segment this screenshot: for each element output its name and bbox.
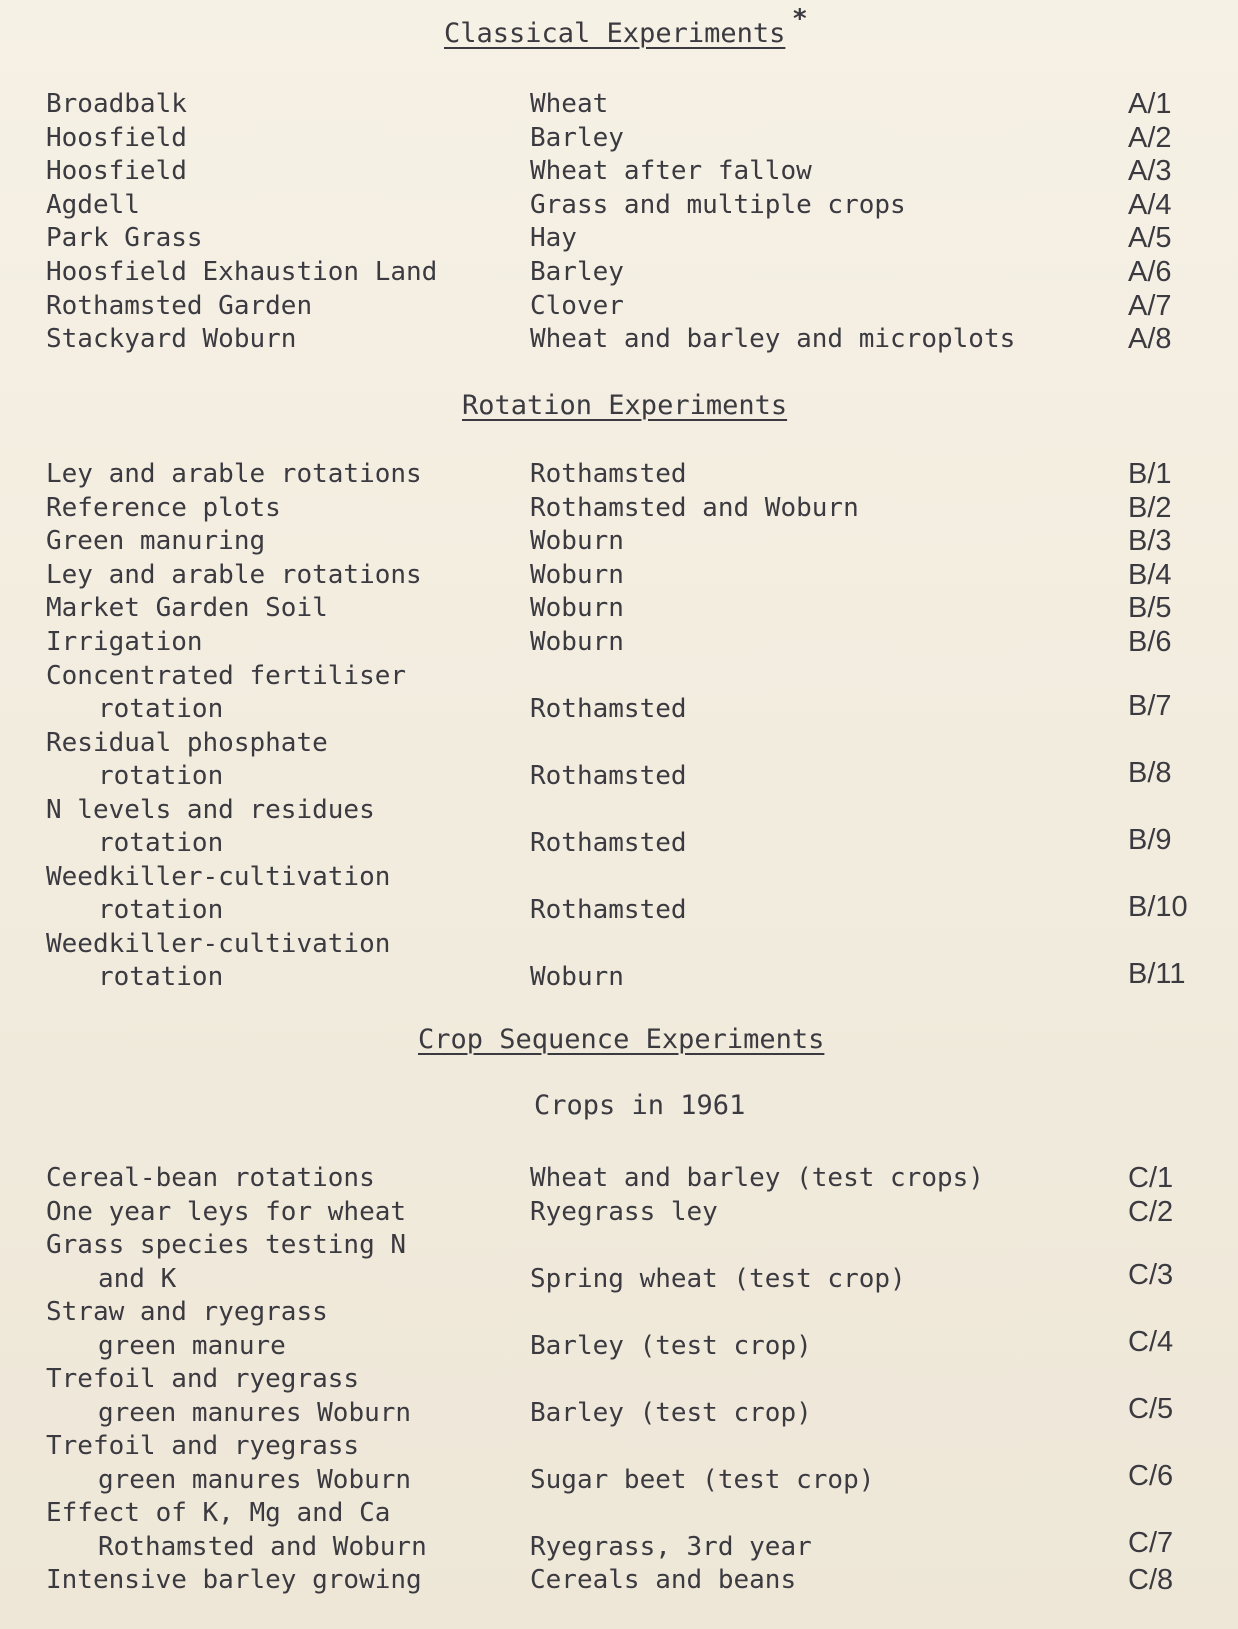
experiment-name-line2: green manures Woburn: [98, 1397, 412, 1428]
experiment-description: Rothamsted: [530, 828, 687, 859]
experiment-name-line1: Agdell: [46, 189, 140, 220]
experiment-code: C/6: [1128, 1460, 1174, 1493]
table-row: [0, 155, 1238, 189]
experiment-name: [46, 155, 187, 189]
experiment-name: [46, 222, 203, 256]
crop-sequence-subheading: Crops in 1961: [534, 1090, 746, 1121]
experiment-name-line1: Weedkiller-cultivation: [46, 928, 391, 959]
experiment-name-line1: Grass species testing N: [46, 1230, 407, 1261]
experiment-description: Wheat after fallow: [530, 156, 812, 187]
experiment-name-line1: Ley and arable rotations: [46, 459, 422, 489]
experiment-description: Wheat: [530, 89, 609, 119]
table-row: [0, 660, 1238, 727]
experiment-name: [46, 794, 375, 861]
classical-heading: Classical Experiments: [444, 18, 786, 49]
experiment-name-line2: rotation: [98, 828, 224, 859]
experiment-name: [46, 122, 187, 156]
experiment-name: [46, 189, 140, 223]
table-row: [0, 290, 1238, 324]
experiment-description: Rothamsted: [530, 761, 687, 792]
rotation-list: [0, 458, 1238, 995]
experiment-name-line1: Park Grass: [46, 223, 203, 254]
table-row: [0, 1497, 1238, 1564]
experiment-name-line1: Hoosfield: [46, 156, 187, 187]
experiment-name-line1: Irrigation: [46, 626, 203, 657]
experiment-description: Rothamsted: [530, 694, 687, 725]
experiment-code: A/2: [1128, 121, 1172, 154]
experiment-name-line1: Trefoil and ryegrass: [46, 1431, 360, 1462]
experiment-name: [46, 592, 328, 626]
table-row: [0, 88, 1238, 122]
experiment-name: [46, 727, 328, 794]
experiment-code: B/6: [1128, 625, 1172, 658]
table-row: [0, 458, 1238, 492]
experiment-code: C/2: [1128, 1195, 1174, 1228]
table-row: [0, 861, 1238, 928]
experiment-name: [46, 1229, 406, 1296]
experiment-code: C/5: [1128, 1393, 1174, 1426]
experiment-code: A/5: [1128, 222, 1172, 255]
experiment-name-line1: Rothamsted Garden: [46, 290, 313, 321]
experiment-name-line2: Rothamsted and Woburn: [98, 1531, 427, 1562]
experiment-name: [46, 861, 390, 928]
experiment-code: A/8: [1128, 323, 1172, 356]
experiment-name-line1: Ley and arable rotations: [46, 559, 422, 590]
experiment-description: Cereals and beans: [530, 1565, 797, 1596]
experiment-name-line2: rotation: [98, 694, 224, 725]
table-row: [0, 626, 1238, 660]
table-row: [0, 794, 1238, 861]
table-row: [0, 1296, 1238, 1363]
experiment-description: Grass and multiple crops: [530, 189, 906, 220]
experiment-code: C/3: [1128, 1259, 1174, 1292]
experiment-code: A/6: [1128, 255, 1172, 288]
experiment-code: A/1: [1128, 88, 1172, 120]
experiment-name: [46, 928, 390, 995]
experiment-description: Ryegrass ley: [530, 1196, 718, 1227]
experiment-description: Barley: [530, 122, 624, 153]
experiment-code: A/7: [1128, 289, 1172, 322]
experiment-name-line2: rotation: [98, 962, 224, 993]
experiment-name: [46, 1497, 427, 1564]
experiment-name: [46, 88, 187, 122]
experiment-name-line1: Hoosfield: [46, 122, 187, 153]
table-row: [0, 1430, 1238, 1497]
experiment-name: [46, 256, 437, 290]
experiment-description: Rothamsted: [530, 895, 687, 926]
experiment-description: Woburn: [530, 962, 624, 993]
experiment-code: B/11: [1128, 957, 1186, 990]
experiment-name: [46, 1296, 328, 1363]
table-row: [0, 222, 1238, 256]
table-row: [0, 1196, 1238, 1230]
rotation-heading: Rotation Experiments: [462, 390, 788, 421]
experiment-name-line1: Reference plots: [46, 492, 281, 523]
experiment-name: [46, 290, 312, 324]
experiment-code: A/3: [1128, 155, 1172, 188]
experiment-name-line2: and K: [98, 1263, 177, 1294]
experiment-name-line1: Cereal-bean rotations: [46, 1163, 375, 1193]
table-row: [0, 323, 1238, 357]
table-row: [0, 525, 1238, 559]
experiment-name-line1: Stackyard Woburn: [46, 324, 297, 355]
experiment-code: B/8: [1128, 756, 1172, 789]
experiment-description: Barley: [530, 256, 624, 287]
experiment-description: Woburn: [530, 526, 624, 557]
experiment-name-line2: green manure: [98, 1330, 286, 1361]
experiment-description: Sugar beet (test crop): [530, 1464, 875, 1495]
experiment-description: Woburn: [530, 626, 624, 657]
experiment-code: B/4: [1128, 558, 1172, 591]
table-row: [0, 592, 1238, 626]
experiment-code: C/8: [1128, 1564, 1174, 1597]
experiment-description: Rothamsted and Woburn: [530, 492, 859, 523]
experiment-name: [46, 492, 281, 526]
experiment-description: Barley (test crop): [530, 1330, 812, 1361]
crop-sequence-heading: Crop Sequence Experiments: [418, 1024, 825, 1055]
experiment-name-line1: Weedkiller-cultivation: [46, 861, 391, 892]
table-row: [0, 256, 1238, 290]
table-row: [0, 928, 1238, 995]
experiment-name: [46, 626, 203, 660]
experiment-name: [46, 1430, 411, 1497]
experiment-name-line1: N levels and residues: [46, 794, 375, 825]
experiment-name-line1: Concentrated fertiliser: [46, 660, 407, 691]
experiment-code: B/10: [1128, 890, 1188, 923]
experiment-name-line1: Trefoil and ryegrass: [46, 1364, 360, 1395]
table-row: [0, 122, 1238, 156]
experiment-name-line1: Market Garden Soil: [46, 593, 328, 624]
experiment-name: [46, 1564, 422, 1598]
experiment-description: Woburn: [530, 593, 624, 624]
experiment-code: B/7: [1128, 689, 1172, 722]
experiment-name: [46, 559, 422, 593]
experiment-code: C/1: [1128, 1162, 1174, 1194]
experiment-name-line2: rotation: [98, 895, 224, 926]
experiment-name-line1: Residual phosphate: [46, 727, 328, 758]
experiment-description: Clover: [530, 290, 624, 321]
table-row: [0, 1564, 1238, 1598]
experiment-description: Wheat and barley (test crops): [530, 1163, 984, 1193]
experiment-name: [46, 1196, 406, 1230]
experiment-name: [46, 458, 422, 492]
experiment-code: B/1: [1128, 458, 1172, 490]
experiment-name-line1: One year leys for wheat: [46, 1196, 407, 1227]
experiment-name: [46, 660, 406, 727]
crop-sequence-list: [0, 1162, 1238, 1598]
classical-list: [0, 88, 1238, 357]
experiment-name-line1: Effect of K, Mg and Ca: [46, 1498, 391, 1529]
experiment-description: Barley (test crop): [530, 1397, 812, 1428]
experiment-name: [46, 323, 296, 357]
table-row: [0, 1363, 1238, 1430]
experiment-description: Spring wheat (test crop): [530, 1263, 906, 1294]
experiment-description: Woburn: [530, 559, 624, 590]
experiment-name-line1: Intensive barley growing: [46, 1565, 422, 1596]
experiment-name-line1: Broadbalk: [46, 89, 187, 119]
experiment-description: Wheat and barley and microplots: [530, 324, 1016, 355]
experiment-code: B/5: [1128, 592, 1172, 625]
experiment-name-line1: Hoosfield Exhaustion Land: [46, 256, 438, 287]
experiment-description: Ryegrass, 3rd year: [530, 1531, 812, 1562]
experiment-name-line1: Straw and ryegrass: [46, 1297, 328, 1328]
experiment-description: Hay: [530, 223, 577, 254]
experiment-name: [46, 525, 265, 559]
table-row: [0, 727, 1238, 794]
table-row: [0, 492, 1238, 526]
experiment-code: B/9: [1128, 823, 1172, 856]
experiment-code: C/4: [1128, 1326, 1174, 1359]
table-row: [0, 1229, 1238, 1296]
asterisk-mark: *: [792, 4, 808, 34]
experiment-name: [46, 1162, 375, 1196]
experiment-code: B/2: [1128, 491, 1172, 524]
experiment-name-line2: green manures Woburn: [98, 1464, 412, 1495]
experiment-code: C/7: [1128, 1527, 1174, 1560]
experiment-name-line2: rotation: [98, 761, 224, 792]
table-row: [0, 1162, 1238, 1196]
table-row: [0, 559, 1238, 593]
experiment-code: A/4: [1128, 188, 1172, 221]
experiment-name: [46, 1363, 411, 1430]
table-row: [0, 189, 1238, 223]
experiment-name-line1: Green manuring: [46, 526, 266, 557]
experiment-code: B/3: [1128, 525, 1172, 558]
experiment-description: Rothamsted: [530, 459, 687, 489]
